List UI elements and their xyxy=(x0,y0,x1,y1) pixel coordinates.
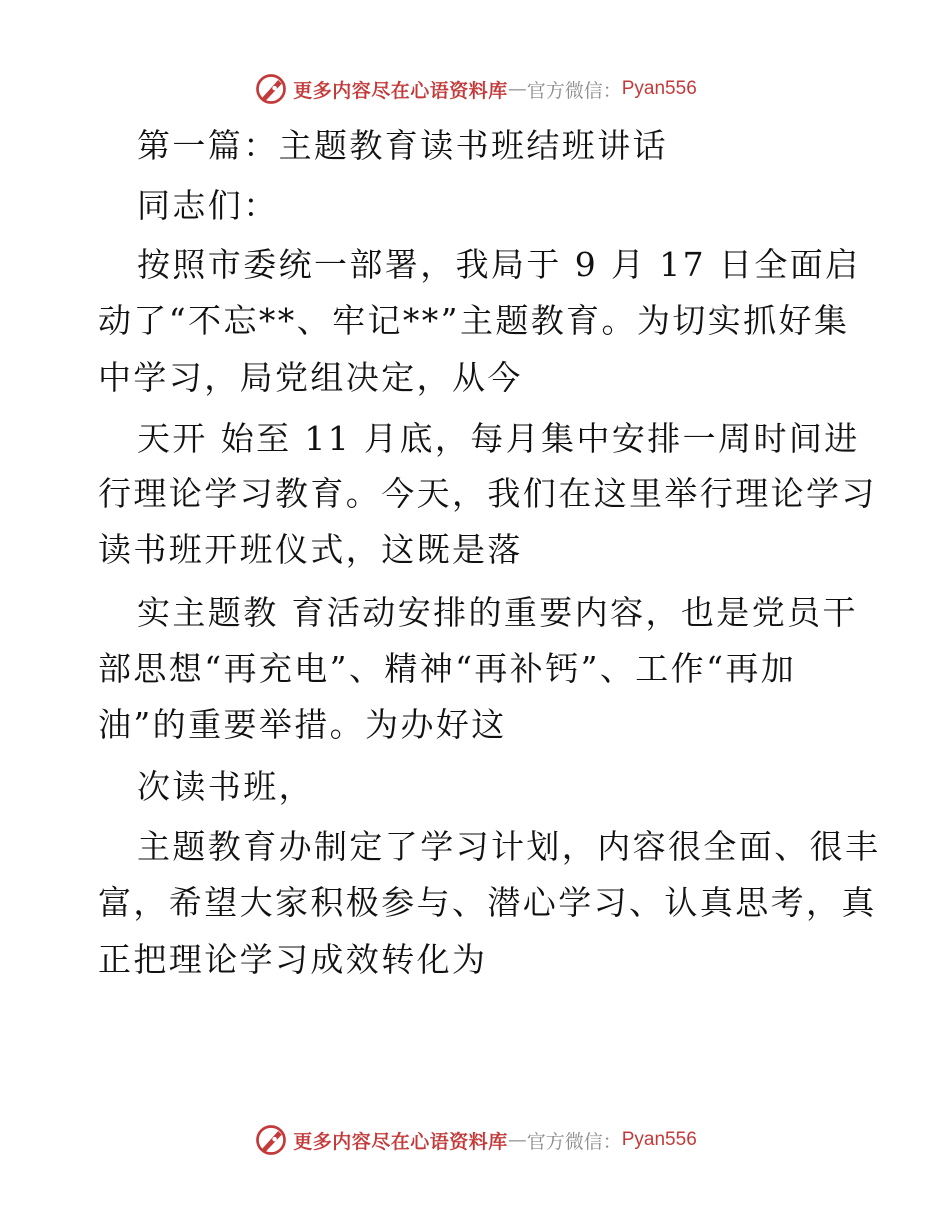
watermark-main-text: 更多内容尽在心语资料库 xyxy=(293,1130,508,1153)
document-title: 第一篇：主题教育读书班结班讲话 xyxy=(137,126,668,165)
watermark-wechat-id: Pyan556 xyxy=(621,1129,697,1150)
paragraph-line: 按照市委统一部署，我局于 9 月 17 日全面启 xyxy=(137,245,861,284)
watermark-main-text: 更多内容尽在心语资料库 xyxy=(293,79,508,102)
paragraph-line: 中学习，局党组决定，从今 xyxy=(98,358,523,397)
paragraph-line: 实主题教 育活动安排的重要内容，也是党员干 xyxy=(137,593,858,632)
header-watermark xyxy=(0,67,950,111)
watermark-wechat-id: Pyan556 xyxy=(621,78,697,99)
watermark-wechat-label: 官方微信： xyxy=(526,1130,622,1153)
footer-watermark xyxy=(0,1118,950,1162)
watermark-wechat-label: 官方微信： xyxy=(526,79,622,102)
paragraph-line: 天开 始至 11 月底，每月集中安排一周时间进 xyxy=(137,419,860,458)
watermark-dash: — xyxy=(507,1129,527,1151)
paragraph-line: 读书班开班仪式，这既是落 xyxy=(98,530,523,569)
paragraph-line: 油”的重要举措。为办好这 xyxy=(98,705,507,744)
pen-circle-logo-icon xyxy=(253,71,289,107)
paragraph-line: 次读书班， xyxy=(137,767,314,806)
watermark-dash: — xyxy=(507,78,527,100)
pen-circle-logo-icon xyxy=(253,1122,289,1158)
paragraph-line: 行理论学习教育。今天，我们在这里举行理论学习 xyxy=(98,474,877,513)
paragraph-line: 动了“不忘**、牢记**”主题教育。为切实抓好集 xyxy=(98,301,850,340)
paragraph-line: 正把理论学习成效转化为 xyxy=(98,940,488,979)
paragraph-line: 富，希望大家积极参与、潜心学习、认真思考，真 xyxy=(98,883,877,922)
salutation: 同志们： xyxy=(137,186,279,225)
paragraph-line: 主题教育办制定了学习计划，内容很全面、很丰 xyxy=(137,827,881,866)
paragraph-line: 部思想“再充电”、精神“再补钙”、工作“再加 xyxy=(98,649,797,688)
